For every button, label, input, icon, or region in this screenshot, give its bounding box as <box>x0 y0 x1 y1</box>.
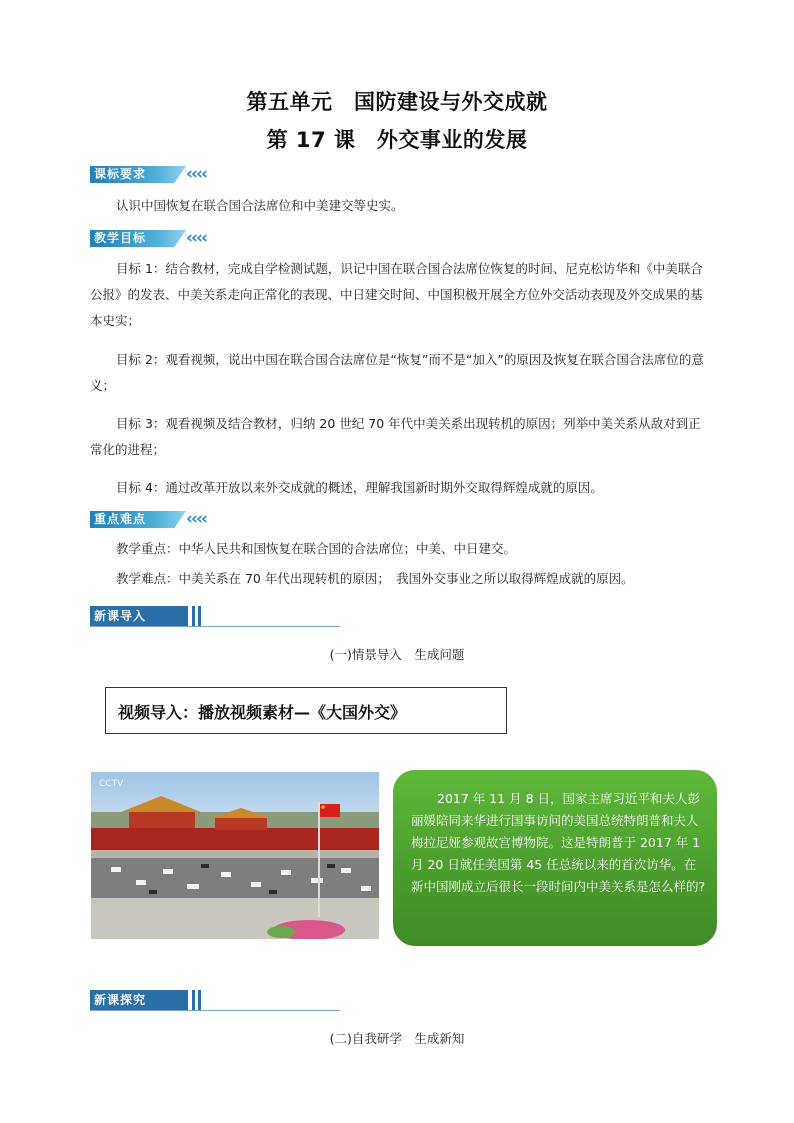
objectives-tag-label: 教学目标 <box>94 231 147 245</box>
unit-title: 第五单元 国防建设与外交成就 <box>246 90 548 114</box>
chevron-left-icon: ‹‹‹‹ <box>186 164 207 184</box>
explore-banner-label: 新课探究 <box>94 993 147 1007</box>
story-text: 2017 年 11 月 8 日，国家主席习近平和夫人彭丽媛陪同来华进行国事访问的美国总统特朗普和夫人梅拉尼娅参观故宫博物院。这是特朗普于 2017 年 1 月 20 日就任美国第 45 任总统以来的首次访华。在新中国刚成立后很长一段时间内中美关系是怎么样的? <box>411 791 706 894</box>
story-panel <box>393 770 717 946</box>
explore-banner <box>90 990 340 1011</box>
intro-subtitle: (一)情景导入 生成问题 <box>329 647 465 662</box>
teaching-focus: 教学重点：中华人民共和国恢复在联合国的合法席位；中美、中日建交。 <box>116 541 517 556</box>
objectives-tag <box>90 230 240 247</box>
intro-banner-label: 新课导入 <box>94 609 147 623</box>
curriculum-tag <box>90 166 240 183</box>
key-points-tag <box>90 511 240 528</box>
video-intro-label: 视频导入：播放视频素材—《大国外交》 <box>118 703 407 722</box>
objective-2: 目标 2：观看视频，说出中国在联合国合法席位是“恢复”而不是“加入”的原因及恢复在联合国合法席位的意义； <box>90 352 704 393</box>
curriculum-text: 认识中国恢复在联合国合法席位和中美建交等史实。 <box>116 198 404 213</box>
explore-subtitle: (二)自我研学 生成新知 <box>329 1031 465 1046</box>
intro-banner <box>90 606 340 627</box>
curriculum-tag-label: 课标要求 <box>94 167 147 181</box>
chevron-left-icon: ‹‹‹‹ <box>186 228 207 248</box>
chevron-left-icon: ‹‹‹‹ <box>186 509 207 529</box>
teaching-difficulty: 教学难点：中美关系在 70 年代出现转机的原因； 我国外交事业之所以取得辉煌成就的原因。 <box>116 571 634 586</box>
key-points-tag-label: 重点难点 <box>94 512 147 526</box>
lesson-title: 第 17 课 外交事业的发展 <box>266 128 528 152</box>
objective-3: 目标 3：观看视频及结合教材，归纳 20 世纪 70 年代中美关系出现转机的原因；列举中美关系从敌对到正常化的进程； <box>90 416 701 457</box>
tiananmen-photo <box>91 772 379 939</box>
objective-4: 目标 4：通过改革开放以来外交成就的概述，理解我国新时期外交取得辉煌成就的原因。 <box>116 480 603 495</box>
objective-1: 目标 1：结合教材，完成自学检测试题，识记中国在联合国合法席位恢复的时间、尼克松访华和《中美联合公报》的发表、中美关系走向正常化的表现、中日建交时间、中国积极开展全方位外交活动表现及外交成果的基本史实； <box>90 261 703 328</box>
cctv-logo: CCTV <box>99 779 124 789</box>
video-intro-box <box>105 687 507 734</box>
